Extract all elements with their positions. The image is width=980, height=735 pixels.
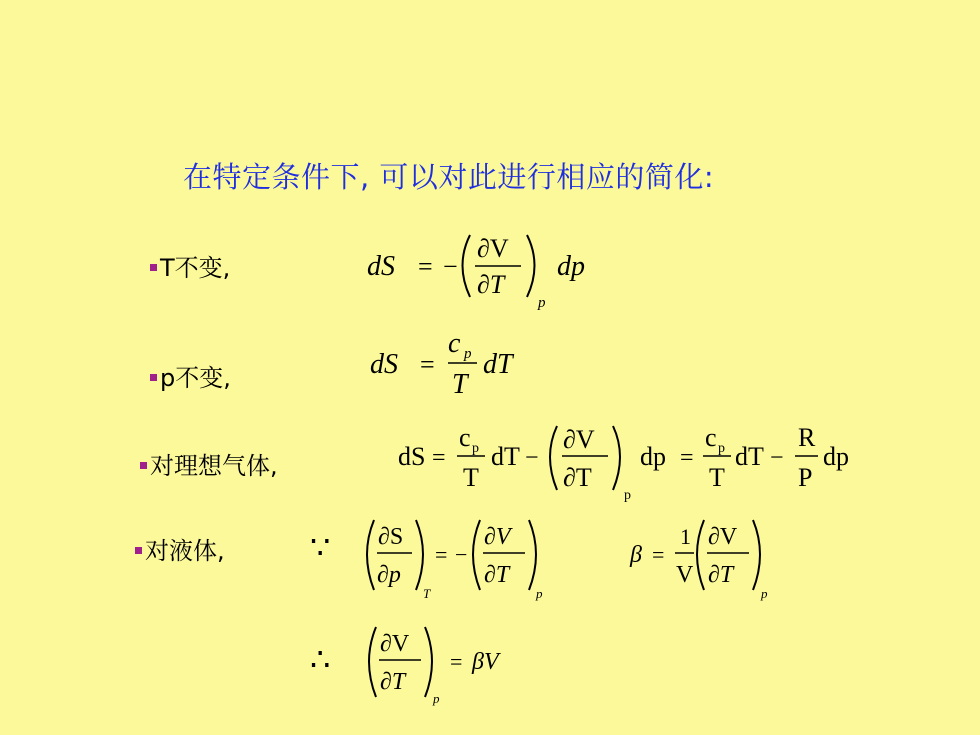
- math-partial-V: ∂V: [563, 425, 595, 454]
- item-label: 对理想气体,: [150, 452, 278, 480]
- math-dS: dS: [370, 349, 398, 380]
- item-p-constant: [150, 358, 231, 393]
- math-dT: dT: [735, 442, 764, 471]
- right-paren: [753, 520, 760, 590]
- math-subscript-p: p: [464, 346, 472, 362]
- because-symbol: ∵: [310, 529, 331, 565]
- math-subscript-p: p: [718, 441, 725, 456]
- math-partial-T: ∂T: [484, 562, 510, 588]
- equation-therefore: [300, 615, 540, 710]
- right-paren: [416, 520, 423, 590]
- math-eq: =: [450, 649, 463, 674]
- math-eq: =: [420, 350, 435, 379]
- math-R: R: [798, 423, 816, 452]
- math-c: c: [448, 328, 461, 359]
- left-paren: [369, 627, 376, 697]
- math-eq: =: [418, 252, 433, 281]
- item-label: 对液体,: [145, 537, 225, 565]
- math-T: T: [452, 369, 468, 400]
- math-minus: −: [525, 445, 539, 471]
- math-one: 1: [680, 524, 691, 549]
- math-eq: =: [435, 542, 448, 567]
- math-c: c: [459, 423, 471, 452]
- bullet-icon: [150, 264, 157, 271]
- math-subscript-p: p: [536, 586, 543, 601]
- math-V: V: [676, 562, 694, 588]
- equation-T-constant: [355, 215, 605, 315]
- math-eq: =: [652, 542, 665, 567]
- math-partial-V: ∂V: [484, 524, 511, 550]
- math-minus: −: [443, 252, 458, 281]
- equation-ideal-gas: [395, 418, 865, 508]
- math-eq: =: [432, 445, 446, 471]
- math-dp: dp: [823, 442, 849, 471]
- math-subscript-p: p: [538, 295, 546, 311]
- math-minus: −: [770, 445, 784, 471]
- right-paren: [527, 235, 535, 297]
- math-T: T: [463, 463, 479, 492]
- math-subscript-p: p: [761, 586, 768, 601]
- math-dS: dS: [398, 442, 426, 471]
- item-label: p不变,: [160, 364, 231, 392]
- item-liquid: [135, 531, 225, 566]
- math-betaV: βV: [472, 649, 499, 675]
- left-paren: [550, 426, 557, 490]
- bullet-icon: [135, 547, 142, 554]
- math-dT: dT: [491, 442, 520, 471]
- math-subscript-T: T: [423, 586, 431, 601]
- math-partial-T: ∂T: [477, 270, 505, 299]
- item-label: T不变,: [160, 254, 231, 282]
- math-subscript-p: p: [624, 488, 631, 503]
- math-dp: dp: [557, 251, 585, 282]
- equation-p-constant: [360, 325, 560, 405]
- therefore-symbol: ∴: [310, 641, 331, 677]
- item-T-constant: [150, 248, 230, 283]
- math-partial-V: ∂V: [477, 234, 509, 263]
- math-dT: dT: [483, 349, 513, 380]
- item-ideal-gas: [140, 446, 278, 481]
- math-dS: dS: [367, 251, 395, 282]
- math-c: c: [705, 423, 717, 452]
- equation-liquid: [300, 508, 780, 608]
- slide-title: 在特定条件下, 可以对此进行相应的简化:: [183, 160, 715, 194]
- right-paren: [613, 426, 620, 490]
- bullet-icon: [150, 374, 157, 381]
- math-P: P: [798, 463, 813, 492]
- bullet-icon: [140, 462, 147, 469]
- math-eq: =: [680, 445, 694, 471]
- math-partial-T: ∂T: [563, 463, 592, 492]
- math-subscript-p: p: [472, 441, 479, 456]
- math-beta: β: [630, 542, 642, 568]
- left-paren: [697, 520, 704, 590]
- math-partial-V: ∂V: [380, 631, 410, 657]
- math-partial-T: ∂T: [380, 669, 406, 695]
- math-dp: dp: [640, 442, 666, 471]
- math-T: T: [709, 463, 725, 492]
- math-partial-V: ∂V: [708, 524, 738, 550]
- left-paren: [463, 235, 471, 297]
- math-partial-p: ∂p: [377, 562, 401, 588]
- math-partial-T: ∂T: [708, 562, 734, 588]
- math-subscript-p: p: [433, 691, 440, 706]
- math-partial-S: ∂S: [378, 524, 404, 550]
- left-paren: [473, 520, 480, 590]
- math-minus: −: [455, 542, 468, 567]
- right-paren: [425, 627, 432, 697]
- left-paren: [367, 520, 374, 590]
- right-paren: [529, 520, 536, 590]
